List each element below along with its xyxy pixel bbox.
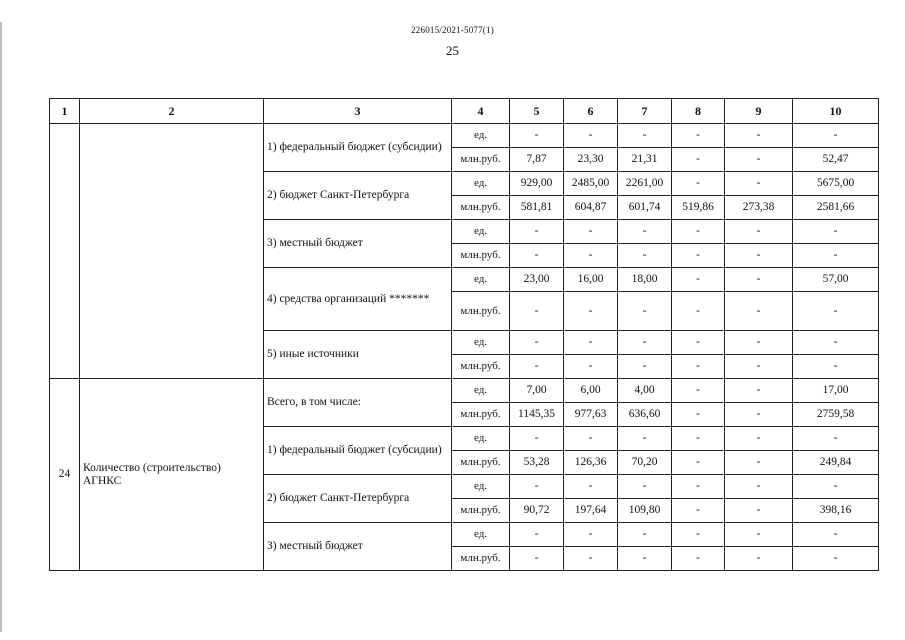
unit-cell: млн.руб.: [452, 196, 510, 220]
budget-table: [49, 98, 879, 571]
value-cell: 197,64: [564, 499, 618, 523]
value-cell: -: [725, 523, 793, 547]
value-cell: -: [793, 124, 879, 148]
row-number-cell: [50, 124, 80, 379]
unit-cell: млн.руб.: [452, 451, 510, 475]
value-cell: -: [672, 148, 725, 172]
column-header-7: 7: [618, 99, 672, 124]
value-cell: -: [725, 499, 793, 523]
value-cell: -: [510, 124, 564, 148]
unit-cell: ед.: [452, 268, 510, 292]
value-cell: -: [618, 547, 672, 571]
value-cell: -: [672, 172, 725, 196]
value-cell: -: [564, 124, 618, 148]
value-cell: -: [564, 244, 618, 268]
value-cell: -: [618, 244, 672, 268]
funding-source-cell: 2) бюджет Санкт-Петербурга: [264, 475, 452, 523]
unit-cell: млн.руб.: [452, 292, 510, 331]
value-cell: 109,80: [618, 499, 672, 523]
value-cell: -: [618, 331, 672, 355]
value-cell: 2261,00: [618, 172, 672, 196]
value-cell: 6,00: [564, 379, 618, 403]
value-cell: -: [725, 148, 793, 172]
value-cell: 519,86: [672, 196, 725, 220]
column-header-5: 5: [510, 99, 564, 124]
indicator-cell: [80, 124, 264, 379]
value-cell: -: [618, 427, 672, 451]
value-cell: -: [725, 379, 793, 403]
value-cell: 636,60: [618, 403, 672, 427]
value-cell: 601,74: [618, 196, 672, 220]
value-cell: -: [793, 523, 879, 547]
value-cell: 126,36: [564, 451, 618, 475]
unit-cell: ед.: [452, 331, 510, 355]
value-cell: 16,00: [564, 268, 618, 292]
value-cell: -: [510, 475, 564, 499]
column-header-1: 1: [50, 99, 80, 124]
value-cell: 23,30: [564, 148, 618, 172]
unit-cell: ед.: [452, 172, 510, 196]
value-cell: -: [672, 331, 725, 355]
column-header-6: 6: [564, 99, 618, 124]
funding-source-cell: 5) иные источники: [264, 331, 452, 379]
value-cell: 398,16: [793, 499, 879, 523]
value-cell: -: [793, 355, 879, 379]
value-cell: 5675,00: [793, 172, 879, 196]
funding-source-cell: Всего, в том числе:: [264, 379, 452, 427]
value-cell: 90,72: [510, 499, 564, 523]
value-cell: 2759,58: [793, 403, 879, 427]
unit-cell: ед.: [452, 220, 510, 244]
unit-cell: ед.: [452, 523, 510, 547]
value-cell: -: [510, 523, 564, 547]
column-header-9: 9: [725, 99, 793, 124]
value-cell: -: [672, 451, 725, 475]
table-row: [50, 124, 879, 148]
unit-cell: ед.: [452, 379, 510, 403]
value-cell: -: [793, 475, 879, 499]
value-cell: 273,38: [725, 196, 793, 220]
value-cell: -: [510, 355, 564, 379]
funding-source-cell: 3) местный бюджет: [264, 220, 452, 268]
value-cell: -: [725, 355, 793, 379]
value-cell: 18,00: [618, 268, 672, 292]
unit-cell: млн.руб.: [452, 148, 510, 172]
value-cell: 977,63: [564, 403, 618, 427]
value-cell: -: [672, 427, 725, 451]
value-cell: -: [725, 244, 793, 268]
value-cell: -: [672, 292, 725, 331]
column-header-10: 10: [793, 99, 879, 124]
value-cell: -: [725, 427, 793, 451]
unit-cell: ед.: [452, 124, 510, 148]
value-cell: -: [672, 268, 725, 292]
value-cell: 2485,00: [564, 172, 618, 196]
unit-cell: млн.руб.: [452, 499, 510, 523]
funding-source-cell: 1) федеральный бюджет (субсидии): [264, 124, 452, 172]
value-cell: -: [510, 292, 564, 331]
document-id: 226015/2021-5077(1): [411, 25, 494, 35]
value-cell: -: [672, 124, 725, 148]
value-cell: -: [564, 220, 618, 244]
value-cell: 70,20: [618, 451, 672, 475]
value-cell: -: [725, 268, 793, 292]
table-header-row: [50, 99, 879, 124]
page-number: 25: [446, 43, 459, 58]
unit-cell: млн.руб.: [452, 547, 510, 571]
value-cell: -: [725, 451, 793, 475]
value-cell: -: [618, 475, 672, 499]
value-cell: 604,87: [564, 196, 618, 220]
value-cell: 52,47: [793, 148, 879, 172]
table-row: [50, 379, 879, 403]
value-cell: 23,00: [510, 268, 564, 292]
value-cell: -: [793, 220, 879, 244]
value-cell: -: [510, 331, 564, 355]
value-cell: -: [725, 331, 793, 355]
value-cell: -: [725, 403, 793, 427]
value-cell: -: [618, 220, 672, 244]
value-cell: -: [564, 427, 618, 451]
value-cell: -: [672, 523, 725, 547]
value-cell: -: [510, 244, 564, 268]
value-cell: -: [564, 355, 618, 379]
column-header-8: 8: [672, 99, 725, 124]
unit-cell: млн.руб.: [452, 355, 510, 379]
funding-source-cell: 3) местный бюджет: [264, 523, 452, 571]
value-cell: -: [725, 220, 793, 244]
unit-cell: ед.: [452, 427, 510, 451]
value-cell: 581,81: [510, 196, 564, 220]
funding-source-cell: 4) средства организаций *******: [264, 268, 452, 331]
value-cell: -: [672, 547, 725, 571]
value-cell: -: [618, 292, 672, 331]
unit-cell: млн.руб.: [452, 244, 510, 268]
value-cell: -: [510, 220, 564, 244]
value-cell: -: [793, 292, 879, 331]
value-cell: 21,31: [618, 148, 672, 172]
value-cell: -: [793, 244, 879, 268]
value-cell: -: [672, 475, 725, 499]
column-header-4: 4: [452, 99, 510, 124]
funding-source-cell: 2) бюджет Санкт-Петербурга: [264, 172, 452, 220]
value-cell: -: [672, 220, 725, 244]
value-cell: -: [672, 355, 725, 379]
column-header-2: 2: [80, 99, 264, 124]
value-cell: -: [510, 547, 564, 571]
value-cell: 1145,35: [510, 403, 564, 427]
value-cell: -: [564, 547, 618, 571]
value-cell: 57,00: [793, 268, 879, 292]
value-cell: -: [725, 475, 793, 499]
value-cell: -: [510, 427, 564, 451]
value-cell: 17,00: [793, 379, 879, 403]
value-cell: -: [564, 475, 618, 499]
value-cell: -: [564, 331, 618, 355]
value-cell: -: [725, 172, 793, 196]
value-cell: 2581,66: [793, 196, 879, 220]
value-cell: -: [725, 292, 793, 331]
value-cell: 7,00: [510, 379, 564, 403]
value-cell: 7,87: [510, 148, 564, 172]
value-cell: -: [672, 244, 725, 268]
value-cell: -: [725, 547, 793, 571]
value-cell: -: [618, 523, 672, 547]
column-header-3: 3: [264, 99, 452, 124]
value-cell: 4,00: [618, 379, 672, 403]
row-number-cell: 24: [50, 379, 80, 571]
value-cell: -: [793, 547, 879, 571]
value-cell: -: [793, 427, 879, 451]
value-cell: 53,28: [510, 451, 564, 475]
indicator-cell: Количество (строительство) АГНКС: [80, 379, 264, 571]
value-cell: -: [793, 331, 879, 355]
unit-cell: ед.: [452, 475, 510, 499]
value-cell: 249,84: [793, 451, 879, 475]
value-cell: -: [618, 355, 672, 379]
value-cell: -: [564, 523, 618, 547]
value-cell: -: [672, 499, 725, 523]
value-cell: -: [672, 379, 725, 403]
value-cell: -: [618, 124, 672, 148]
funding-source-cell: 1) федеральный бюджет (субсидии): [264, 427, 452, 475]
unit-cell: млн.руб.: [452, 403, 510, 427]
value-cell: -: [564, 292, 618, 331]
value-cell: 929,00: [510, 172, 564, 196]
value-cell: -: [725, 124, 793, 148]
page-edge-mark: [0, 22, 2, 632]
value-cell: -: [672, 403, 725, 427]
